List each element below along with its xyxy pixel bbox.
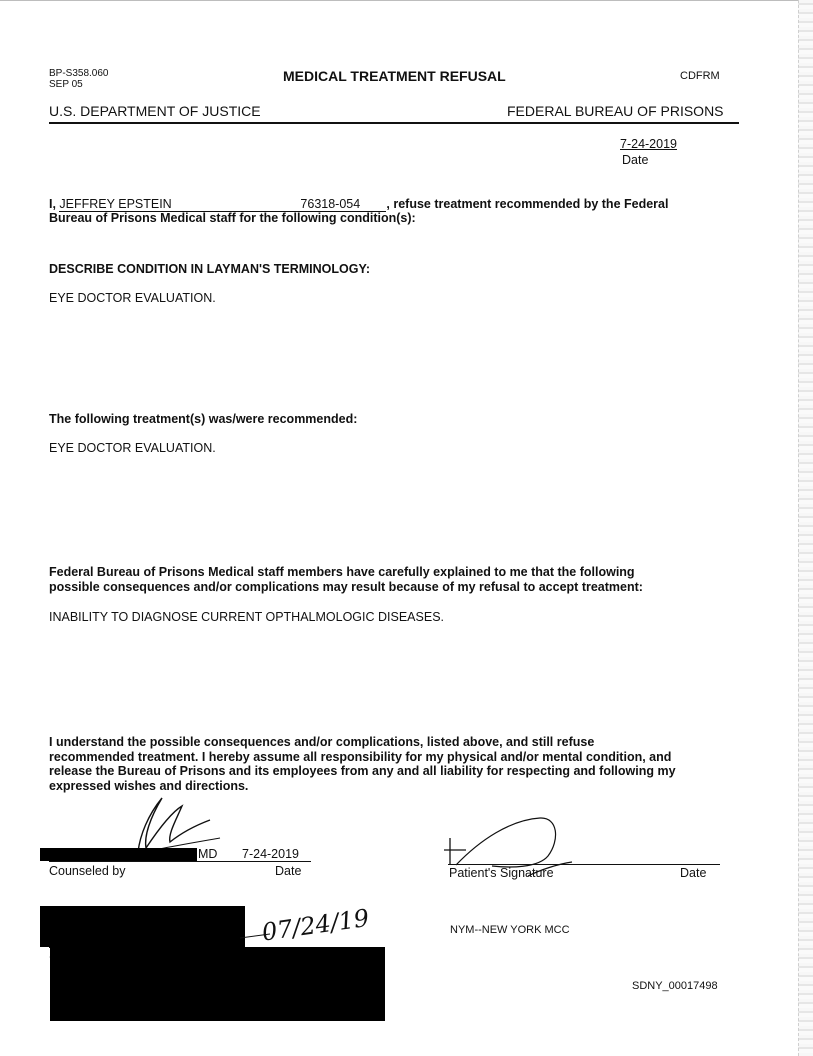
condition-heading: DESCRIBE CONDITION IN LAYMAN'S TERMINOLOGY:	[49, 262, 371, 276]
acknowledgement-line3: release the Bureau of Prisons and its employees from any and all liability for respecting and following my	[49, 764, 676, 778]
redaction-witness-block	[50, 947, 385, 1021]
form-code	[49, 68, 109, 90]
scan-top-edge	[0, 0, 813, 1]
acknowledgement-line2: recommended treatment. I hereby assume all responsibility for my physical and/or mental condition, and	[49, 749, 672, 764]
scan-right-edge	[798, 0, 813, 1056]
statement-prefix: I,	[49, 197, 60, 211]
counseled-date-value: 7-24-2019	[242, 847, 299, 861]
witness-handwritten-date-text: 07/24/19	[260, 903, 371, 947]
form-date-label: Date	[622, 153, 649, 167]
counseled-date-label: Date	[275, 864, 302, 878]
facility-name: NYM--NEW YORK MCC	[450, 924, 570, 936]
inmate-name: JEFFREY EPSTEIN	[59, 197, 172, 211]
patient-rule	[448, 864, 720, 865]
header-rule	[49, 122, 739, 124]
redaction-counselor-name	[40, 848, 197, 861]
department-name: U.S. DEPARTMENT OF JUSTICE	[49, 103, 261, 119]
inmate-name-field	[59, 198, 300, 212]
consequences-heading-line2: possible consequences and/or complications may result because of my refusal to accept treatment:	[49, 580, 643, 594]
consequences-heading-line1: Federal Bureau of Prisons Medical staff members have carefully explained to me that the following	[49, 565, 635, 579]
bates-number: SDNY_00017498	[632, 980, 718, 992]
statement-text1: , refuse treatment recommended by the Federal	[386, 197, 669, 211]
acknowledgement-line1: I understand the possible consequences and/or complications, listed above, and still refuse	[49, 735, 595, 749]
counselor-md: MD	[198, 847, 218, 861]
counseled-rule	[49, 861, 311, 862]
form-code-line2: SEP 05	[49, 79, 83, 90]
patient-date-label: Date	[680, 866, 707, 880]
treatment-value: EYE DOCTOR EVALUATION.	[49, 441, 216, 455]
statement-line1	[49, 197, 749, 212]
consequences-value: INABILITY TO DIAGNOSE CURRENT OPTHALMOLOGIC DISEASES.	[49, 610, 445, 624]
form-cdfrm: CDFRM	[680, 70, 720, 82]
inmate-number: 76318-054	[300, 197, 361, 211]
acknowledgement-paragraph	[49, 735, 676, 793]
treatment-heading: The following treatment(s) was/were recommended:	[49, 412, 358, 426]
counseled-label: Counseled by	[49, 864, 126, 878]
inmate-number-field	[300, 198, 386, 212]
patient-signature-label: Patient's Signature	[449, 866, 554, 880]
witness-handwritten-date	[240, 898, 380, 948]
form-title: MEDICAL TREATMENT REFUSAL	[283, 68, 506, 84]
redaction-witness-name	[40, 906, 245, 947]
form-code-line1: BP-S358.060	[49, 68, 109, 79]
form-date-value: 7-24-2019	[620, 137, 677, 151]
bureau-name: FEDERAL BUREAU OF PRISONS	[507, 103, 724, 119]
acknowledgement-line4: expressed wishes and directions.	[49, 778, 249, 793]
condition-value: EYE DOCTOR EVALUATION.	[49, 291, 216, 305]
statement-line2: Bureau of Prisons Medical staff for the following condition(s):	[49, 211, 416, 225]
